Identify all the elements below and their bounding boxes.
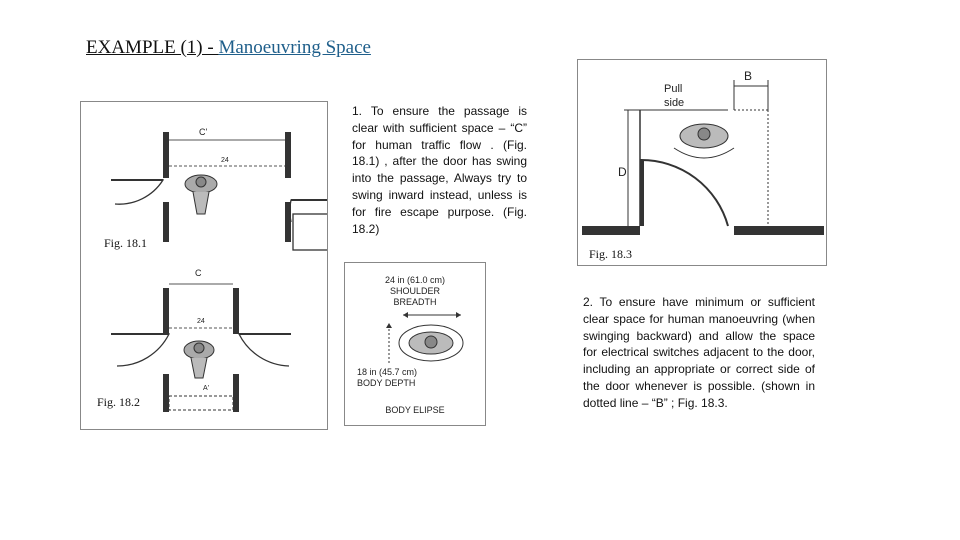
fig-18-1-drawing: [111, 127, 327, 250]
shoulder-line1: 24 in (61.0 cm): [384, 275, 446, 285]
depth-line2: BODY DEPTH: [357, 378, 416, 388]
title-link[interactable]: Manoeuvring Space: [218, 37, 371, 58]
fig-18-2-drawing: [111, 268, 291, 412]
fig-18-3-label-d: D: [618, 165, 627, 179]
fig-18-3-drawing: [578, 60, 826, 265]
fig-18-1-label-c: C': [199, 127, 208, 137]
paragraph-2: 2. To ensure have minimum or sufficient clear space for human manoeuvring (when swinging backward) and allow the space for electrical switches adjacent to the door, including an appropriate or correct side of the door whenever is possible. (shown in dotted line – “B” ; Fig. 18.3.: [583, 295, 815, 410]
door-plan-drawings: [81, 102, 327, 429]
shoulder-line2: SHOULDER: [389, 286, 441, 296]
fig-18-3-pull-line1: Pull: [664, 83, 683, 95]
figure-box-body-ellipse: [344, 262, 486, 426]
fig-18-3-caption: Fig. 18.3: [589, 247, 633, 261]
fig-18-2-caption: Fig. 18.2: [97, 395, 141, 409]
fig-18-1-label-24: 24: [221, 157, 229, 164]
slide-title: [86, 37, 371, 59]
shoulder-line3: BREADTH: [393, 297, 437, 307]
paragraph-1: 1. To ensure the passage is clear with sufficient space – “C” for human traffic flow . (Fig. 18.1) , after the door has swing into the passage, Always try to swing inward instead, unless is for fire escape purpose. (Fig. 18.2): [352, 104, 527, 236]
title-prefix: EXAMPLE (1) -: [86, 37, 219, 58]
fig-18-3-label-b: B: [744, 69, 753, 83]
fig-18-3-pull-line2: side: [664, 97, 685, 109]
figure-box-18-3: [577, 59, 827, 266]
fig-18-1-caption: Fig. 18.1: [104, 236, 148, 250]
body-ellipse-drawing: [345, 263, 485, 425]
fig-18-2-label-a: A': [203, 385, 210, 392]
depth-line1: 18 in (45.7 cm): [357, 367, 418, 377]
fig-18-2-label-c: C: [195, 268, 202, 278]
body-elipse-label: BODY ELIPSE: [385, 405, 445, 415]
figure-box-left: [80, 101, 328, 430]
fig-18-2-label-24: 24: [197, 318, 205, 325]
